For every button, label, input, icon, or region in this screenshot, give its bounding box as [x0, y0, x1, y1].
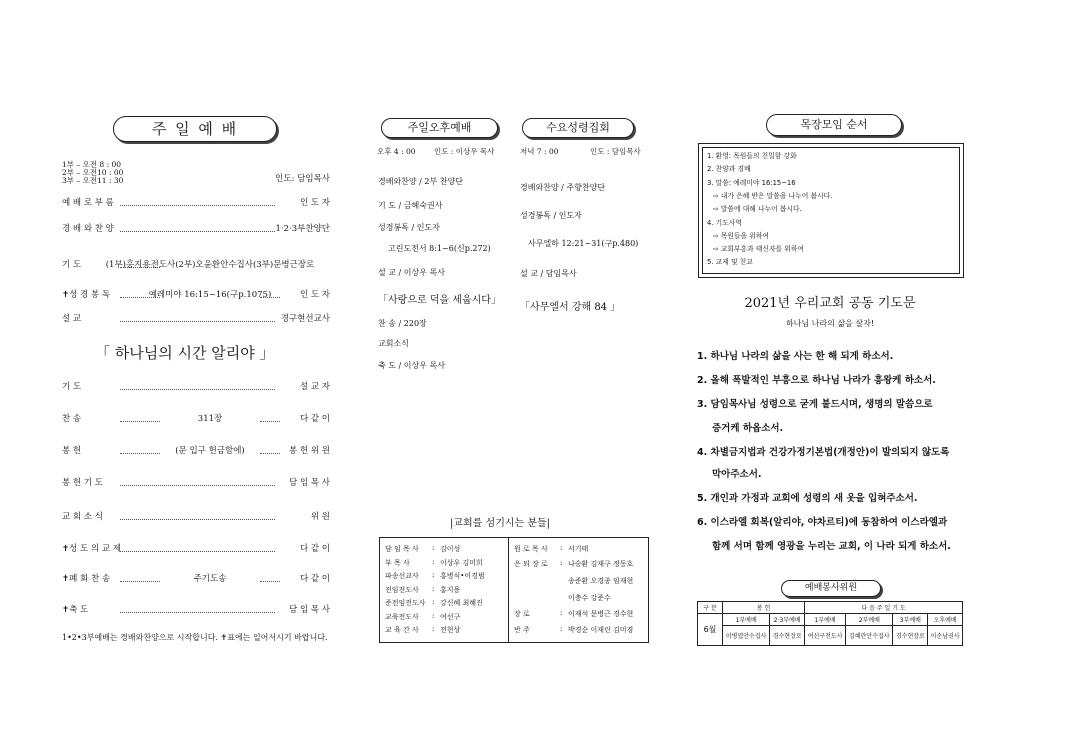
- order-label: 교 회 소 식: [62, 512, 103, 522]
- worship-title: 주 일 예 배: [113, 116, 277, 142]
- worship-leader: 인도: 담임목사: [275, 174, 330, 184]
- order-label: 경 배 와 찬 양: [62, 224, 114, 234]
- leader-dots: [120, 519, 275, 520]
- service-sub-2: 2·3부예배: [770, 614, 805, 626]
- service-name-5: 경수현장로: [893, 626, 928, 646]
- minister-name: 서기태: [568, 545, 589, 553]
- minister-name: 나승환 김재구 정동호: [568, 560, 634, 568]
- service-col-offering: 봉 헌: [723, 602, 805, 614]
- cell-item: 2. 찬양과 경배: [707, 165, 751, 174]
- sermon-title: 「 하나님의 시간 알리야 」: [95, 344, 275, 362]
- cell-item: ⇨ 말씀에 대해 나누어 봅시다.: [713, 205, 802, 214]
- wednesday-leader: 인도 : 담임목사: [590, 147, 641, 156]
- order-person: 다 같 이: [299, 544, 330, 554]
- minister-role: 파송선교사: [385, 572, 419, 580]
- afternoon-item: 기 도 / 금혜숙권사: [378, 201, 443, 210]
- minister-colon: :: [560, 544, 563, 552]
- service-name-3: 여선구전도사: [805, 626, 846, 646]
- wednesday-item: 경배와찬양 / 주향찬양단: [520, 183, 606, 192]
- minister-name: 전현상: [440, 626, 461, 634]
- order-detail: (문 입구 헌금함에): [175, 446, 245, 456]
- minister-role: 전임전도사: [385, 585, 419, 594]
- minister-role: 교육전도사: [385, 612, 419, 621]
- order-label: 찬 송: [62, 414, 82, 424]
- cell-item: 4. 기도사역: [707, 218, 742, 227]
- time-2: 2부 – 오전10 : 00: [62, 168, 124, 177]
- order-person: 다 같 이: [299, 574, 330, 584]
- prayer-line: 증거케 하옵소서.: [712, 423, 784, 434]
- cell-title: 목장모임 순서: [766, 114, 902, 136]
- afternoon-item: 성경봉독 / 인도자: [378, 223, 440, 232]
- order-label: 예 배 로 부 름: [62, 198, 114, 208]
- order-label: ✝축 도: [62, 605, 89, 615]
- minister-name: 박경순 이재린 김미경: [568, 626, 634, 634]
- time-1: 1부 – 오전 8 : 00: [62, 160, 122, 169]
- cell-box: [698, 143, 964, 278]
- minister-name: 이충수 강준수: [568, 594, 611, 602]
- prayer-line: 2. 올해 폭발적인 부흥으로 하나님 나라가 흥왕케 하소서.: [697, 375, 936, 386]
- minister-role: 담 임 목 사: [385, 545, 419, 553]
- cell-item: ⇨ 교회부흥과 태신자를 위하여: [713, 245, 804, 254]
- order-label: ✝성 경 봉 독: [62, 290, 111, 300]
- minister-role: 부 목 사: [385, 558, 410, 567]
- minister-name: 강신혜 최혜진: [440, 599, 483, 607]
- minister-name: 홍병식•이경범: [440, 572, 485, 580]
- minister-colon: :: [432, 571, 435, 579]
- order-person: 다 같 이: [299, 414, 330, 424]
- minister-colon: :: [432, 611, 435, 620]
- service-sub-6: 오후예배: [928, 614, 963, 626]
- service-sub-3: 1부예배: [805, 614, 846, 626]
- minister-colon: :: [560, 609, 563, 617]
- prayer-line: 4. 차별금지법과 건강가정기본법(개정안)이 발의되지 않도록: [697, 447, 950, 458]
- service-sub-1: 1부예배: [723, 614, 770, 626]
- service-month: 6월: [698, 614, 723, 646]
- wednesday-item: 사무엘하 12:21~31(구p.480): [528, 239, 639, 248]
- service-sub-4: 2부예배: [846, 614, 893, 626]
- minister-colon: :: [432, 584, 435, 593]
- afternoon-leader: 인도 : 이상우 목사: [434, 147, 495, 156]
- leader-dots: [260, 453, 280, 454]
- minister-role: 준전임전도사: [385, 599, 426, 607]
- prayer-title: 2021년 우리교회 공동 기도문: [744, 296, 916, 311]
- prayer-line: 막아주소서.: [712, 469, 762, 480]
- afternoon-item: 「사랑으로 덕을 세웁시다」: [378, 295, 501, 306]
- minister-role: 반 주: [514, 626, 530, 634]
- prayer-line: 5. 개인과 가정과 교회에 성령의 새 옷을 입혀주소서.: [697, 493, 918, 504]
- wednesday-item: 성경봉독 / 인도자: [520, 211, 582, 220]
- leader-dots: [260, 297, 280, 298]
- service-name-2: 경수현장로: [770, 626, 805, 646]
- minister-colon: :: [560, 559, 563, 567]
- order-detail: 예레미야 16:15~16(구p.1075): [148, 290, 272, 300]
- worship-times: [62, 161, 123, 185]
- order-label: 설 교: [62, 314, 82, 324]
- minister-role: 은 퇴 장 로: [514, 560, 548, 568]
- order-label: 봉 헌: [62, 446, 82, 456]
- service-name-1: 이병엽안수집사: [723, 626, 770, 646]
- wednesday-title: 수요성령집회: [522, 118, 634, 138]
- prayer-line: 함께 서며 함께 영광을 누리는 교회, 이 나라 되게 하소서.: [712, 541, 951, 552]
- order-detail: 311장: [197, 414, 223, 424]
- order-label: ✝폐 회 찬 송: [62, 574, 111, 584]
- minister-colon: :: [432, 557, 435, 566]
- order-label: 기 도: [62, 382, 82, 392]
- leader-dots: [120, 612, 275, 613]
- worship-footnote: 1•2•3부예배는 경배와찬양으로 시작합니다. ✝표에는 일어서시기 바랍니다.: [62, 633, 328, 642]
- afternoon-time: 오후 4 : 00: [377, 147, 416, 156]
- afternoon-item: 교회소식: [378, 339, 409, 348]
- leader-dots: [120, 485, 275, 486]
- afternoon-item: 축 도 / 이상우 목사: [378, 361, 445, 370]
- cell-item: 3. 말씀: 예레미야 16:15~16: [707, 178, 796, 187]
- prayer-line: 6. 이스라엘 회복(알리야, 야차르티)에 동참하여 이스라엘과: [697, 517, 948, 528]
- afternoon-item: 찬 송 / 220장: [378, 319, 427, 328]
- order-person: 1·2·3부찬양단: [275, 224, 330, 234]
- wednesday-item: 「사무엘서 강해 84 」: [520, 302, 621, 313]
- afternoon-item: 고린도전서 8:1~6(신p.272): [388, 244, 491, 253]
- order-person: 경구현선교사: [280, 314, 330, 324]
- order-person: 설 교 자: [299, 382, 330, 392]
- cell-item: 1. 환영: 목원들의 친밀함 강화: [707, 152, 797, 160]
- leader-dots: [120, 321, 275, 322]
- cell-item: ⇨ 내가 은혜 받은 말씀을 나누어 봅시다.: [713, 191, 833, 200]
- order-person: 봉 헌 위 원: [289, 446, 330, 456]
- service-col-category: 구 분: [698, 602, 723, 614]
- minister-role: 교 육 간 사: [385, 626, 419, 634]
- service-sub-5: 3부예배: [893, 614, 928, 626]
- leader-dots: [120, 231, 275, 232]
- ministers-divider: [508, 538, 509, 642]
- leader-dots: [120, 389, 275, 390]
- leader-dots: [120, 551, 275, 552]
- order-person: 담 임 목 사: [289, 478, 330, 488]
- order-person: 인 도 자: [299, 290, 330, 300]
- wednesday-item: 설 교 / 담임목사: [520, 269, 577, 278]
- minister-name: 홍지용: [440, 585, 461, 594]
- service-table: [697, 601, 963, 646]
- order-person: 인 도 자: [299, 198, 330, 208]
- prayer-line: 1. 하나님 나라의 삶을 사는 한 해 되게 하소서.: [697, 351, 894, 362]
- minister-role: 장 로: [514, 610, 530, 618]
- ministers-box: [379, 537, 649, 643]
- afternoon-item: 경배와찬양 / 2부 찬양단: [378, 177, 463, 186]
- service-col-prayer: 다 음 주 일 기 도: [805, 602, 963, 614]
- cell-item: 5. 교제 및 친교: [707, 258, 753, 267]
- order-label: 봉 헌 기 도: [62, 478, 103, 488]
- order-person: 위 원: [310, 512, 330, 522]
- minister-role: 원 로 목 사: [514, 545, 548, 553]
- leader-dots: [120, 205, 275, 206]
- minister-name: 이상우 김미희: [440, 558, 483, 567]
- order-label: ✝성 도 의 교 제: [62, 544, 121, 554]
- leader-dots: [260, 421, 280, 422]
- order-label: 기 도: [62, 260, 82, 270]
- order-detail: 주기도송: [193, 574, 227, 584]
- minister-name: 이재석 문병근 경수현: [568, 610, 634, 618]
- order-detail: (1부)홍지용전도사(2부)오윤환안수집사(3부)문병근장로: [105, 260, 315, 270]
- service-title: 예배봉사위원: [781, 580, 881, 597]
- prayer-subtitle: 하나님 나라의 삶을 살자!: [785, 319, 875, 328]
- minister-name: 김이성: [440, 545, 461, 553]
- minister-colon: :: [432, 598, 435, 606]
- cell-item: ⇨ 목원들을 위하여: [713, 231, 769, 240]
- afternoon-title: 주일오후예배: [381, 118, 498, 138]
- ministers-title: |교회를 섬기시는 분들|: [450, 518, 551, 529]
- service-name-4: 김혜란안수집사: [846, 626, 893, 646]
- minister-name: 송준환 오경종 임재현: [568, 577, 634, 585]
- afternoon-item: 설 교 / 이상우 목사: [378, 268, 445, 277]
- service-name-6: 이순남권사: [928, 626, 963, 646]
- minister-colon: :: [560, 625, 563, 633]
- prayer-line: 3. 담임목사님 성령으로 굳게 붙드시며, 생명의 말씀으로: [697, 399, 933, 410]
- time-3: 3부 – 오전11 : 30: [62, 176, 124, 185]
- order-person: 담 임 목 사: [289, 605, 330, 615]
- minister-colon: :: [432, 625, 435, 633]
- wednesday-time: 저녁 7 : 00: [520, 147, 559, 156]
- leader-dots: [260, 581, 280, 582]
- minister-colon: :: [432, 544, 435, 552]
- minister-name: 여선구: [440, 612, 461, 621]
